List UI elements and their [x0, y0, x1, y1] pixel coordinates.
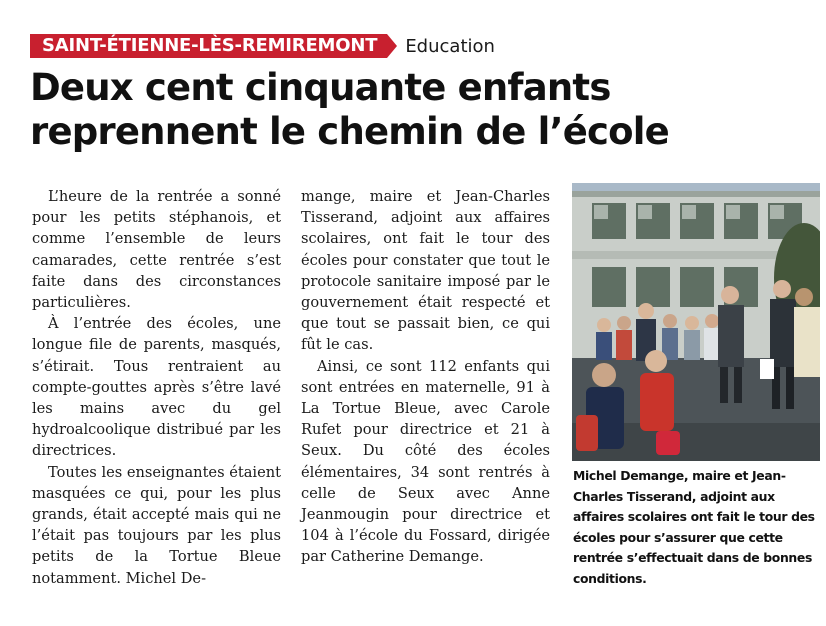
article-kicker: [30, 34, 495, 58]
photo-caption: Michel Demange, maire et Jean-Charles Tisserand, adjoint aux affaires scolaires ont fait le tour des écoles pour s’assurer que cette rentrée s’effectuait dans de bonnes conditions.: [573, 468, 815, 586]
paragraph: À l’entrée des écoles, une longue file de parents, masqués, s’étirait. Tous rentraient au compte-gouttes après s’être lavé les mains avec du gel hydroalcoolique distribué par les directrices.: [32, 315, 281, 460]
rubric-label: Education: [405, 35, 495, 57]
paragraph: mange, maire et Jean-Charles Tisserand, adjoint aux affaires scolaires, ont fait le tour des écoles pour constater que tout le protocole sanitaire imposé par le gouvernement était respecté et que tout se passait bien, ce qui fût le cas.: [301, 188, 550, 354]
school-yard-photo: [572, 183, 820, 461]
paragraph: Toutes les enseignantes étaient masquées ce qui, pour les plus grands, était accepté mais qui ne l’était pas toujours par les plus petits de la Tortue Bleue notamment. Michel De-: [32, 463, 281, 587]
body-column-1: [32, 186, 281, 589]
article-headline: Deux cent cinquante enfants reprennent le chemin de l’école: [30, 66, 669, 153]
paragraph: L’heure de la rentrée a sonné pour les petits stéphanois, et comme l’ensemble de leurs camarades, cette rentrée s’est faite dans des circonstances particulières.: [32, 188, 281, 312]
paragraph: Ainsi, ce sont 112 enfants qui sont entrées en maternelle, 91 à La Tortue Bleue, avec Carole Rufet pour directrice et 21 à Seux. Du côté des écoles élémentaires, 34 sont rentrés à celle de Seux avec Anne Jeanmougin pour directrice et 104 à l’école du Fossard, dirigée par Catherine Demange.: [301, 357, 550, 566]
article-photo: [572, 183, 820, 461]
location-tag: SAINT-ÉTIENNE-LÈS-REMIREMONT: [30, 34, 387, 58]
body-column-2: [301, 186, 550, 568]
